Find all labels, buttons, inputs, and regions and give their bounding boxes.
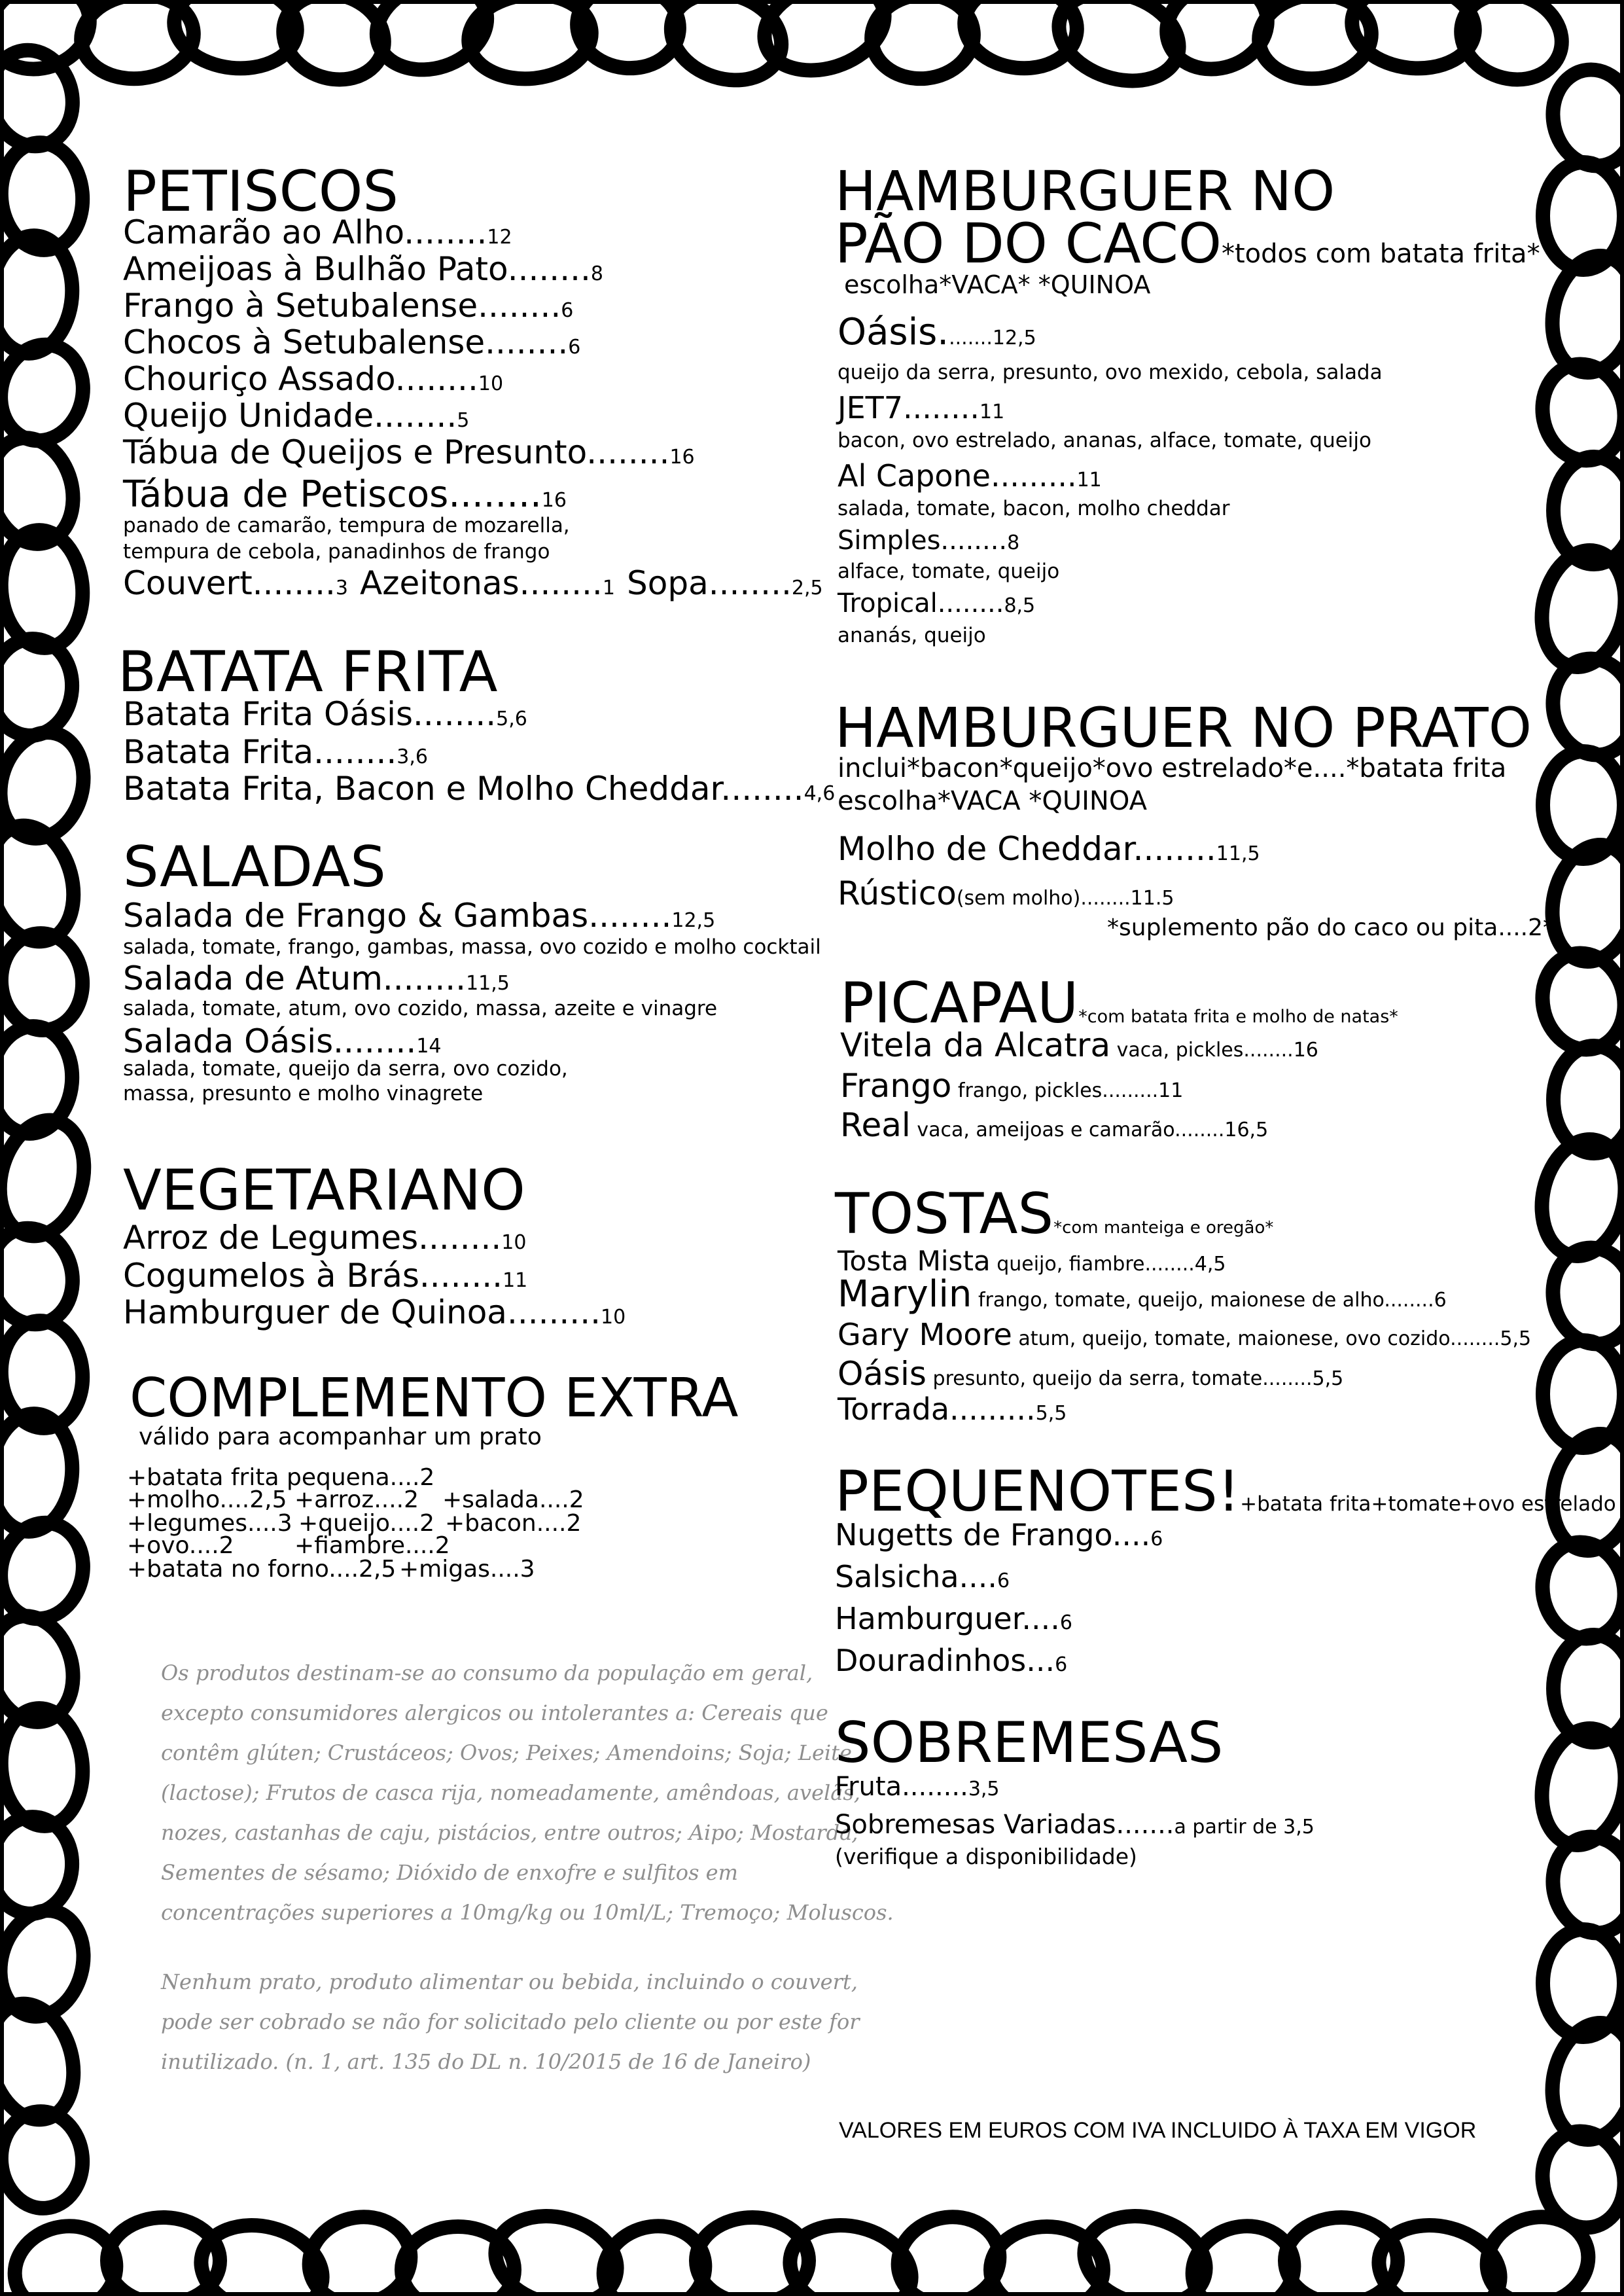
menu-item: Douradinhos...6 [835, 1643, 1068, 1678]
menu-item: JET7........11 [838, 390, 1005, 425]
pequenotes-heading: PEQUENOTES!+batata frita+tomate+ovo estrelado [835, 1459, 1616, 1524]
item-description: salada, tomate, queijo da serra, ovo cozido, [123, 1057, 568, 1081]
menu-item: Molho de Cheddar........11,5 [838, 830, 1260, 868]
tostas-heading: TOSTAS*com manteiga e oregão* [835, 1181, 1274, 1247]
notice-line: Os produtos destinam-se ao consumo da população em geral, [161, 1660, 813, 1685]
menu-item: Salada de Frango & Gambas........12,5 [123, 897, 716, 935]
complemento-title: COMPLEMENTO EXTRA [130, 1367, 739, 1429]
hamb-caco-choice: escolha*VACA* *QUINOA [844, 270, 1151, 299]
menu-item: Batata Frita........3,6 [123, 733, 429, 771]
item-description: alface, tomate, queijo [838, 560, 1060, 583]
item-description: queijo da serra, presunto, ovo mexido, cebola, salada [838, 361, 1383, 384]
menu-item: Cogumelos à Brás........11 [123, 1257, 528, 1295]
menu-item: Tosta Mista queijo, fiambre........4,5 [838, 1245, 1226, 1277]
menu-item: Queijo Unidade........5 [123, 397, 470, 435]
menu-item: Simples........8 [838, 526, 1020, 556]
sopa-item: Sopa........2,5 [627, 564, 823, 602]
extra-option: +salada....2 [442, 1486, 584, 1513]
hamb-caco-title-2: PÃO DO CACO*todos com batata frita* [835, 211, 1540, 276]
menu-item: Nugetts de Frango....6 [835, 1517, 1163, 1552]
extra-option: +arroz....2 [294, 1486, 419, 1513]
notice-line: nozes, castanhas de caju, pistácios, entre outros; Aipo; Mostarda; [161, 1820, 859, 1845]
menu-item: Arroz de Legumes........10 [123, 1219, 527, 1257]
menu-item: Torrada.........5,5 [838, 1391, 1067, 1427]
availability-note: (verifique a disponibilidade) [835, 1844, 1137, 1869]
item-description: salada, tomate, bacon, molho cheddar [838, 497, 1230, 520]
notice-line: Nenhum prato, produto alimentar ou bebida, incluindo o couvert, [161, 1969, 858, 1994]
notice-line: (lactose); Frutos de casca rija, nomeadamente, amêndoas, avelãs, [161, 1780, 860, 1805]
menu-item: Fruta........3,5 [835, 1772, 1000, 1802]
menu-item: Gary Moore atum, queijo, tomate, maionese, ovo cozido........5,5 [838, 1317, 1532, 1352]
petiscos-title: PETISCOS [123, 159, 399, 224]
notice-line: concentrações superiores a 10mg/kg ou 10ml/L; Tremoço; Moluscos. [161, 1900, 894, 1925]
menu-item: Chouriço Assado........10 [123, 360, 504, 398]
extra-option: +queijo....2 [298, 1510, 435, 1537]
couvert-item: Couvert........3 [123, 564, 348, 602]
menu-item: Vitela da Alcatra vaca, pickles........16 [840, 1026, 1318, 1064]
notice-line: excepto consumidores alergicos ou intolerantes a: Cereais que [161, 1700, 828, 1725]
notice-line: inutilizado. (n. 1, art. 135 do DL n. 10/2015 de 16 de Janeiro) [161, 2049, 811, 2074]
extra-option: +legumes....3 [127, 1510, 292, 1537]
hamb-prato-choice: escolha*VACA *QUINOA [838, 786, 1147, 816]
hamb-prato-title: HAMBURGUER NO PRATO [835, 696, 1532, 760]
menu-item: Frango à Setubalense........6 [123, 287, 574, 325]
menu-item: Marylin frango, tomate, queijo, maionese de alho........6 [838, 1273, 1447, 1316]
menu-item: Salada Oásis........14 [123, 1022, 442, 1060]
vegetariano-title: VEGETARIANO [123, 1158, 525, 1223]
menu-item: Batata Frita Oásis........5,6 [123, 695, 527, 733]
item-description: panado de camarão, tempura de mozarella, [123, 514, 570, 537]
menu-item: Oásis presunto, queijo da serra, tomate........5,5 [838, 1355, 1344, 1393]
menu-item: Ameijoas à Bulhão Pato........8 [123, 250, 603, 288]
menu-item: Real vaca, ameijoas e camarão........16,5 [840, 1106, 1269, 1144]
item-description: ananás, queijo [838, 624, 986, 647]
item-description: salada, tomate, atum, ovo cozido, massa, azeite e vinagre [123, 997, 718, 1020]
extra-option: +migas....3 [399, 1556, 535, 1583]
extra-option: +ovo....2 [127, 1532, 234, 1559]
menu-item: Chocos à Setubalense........6 [123, 323, 581, 361]
couvert-notice [161, 1969, 860, 2091]
hamb-prato-includes: inclui*bacon*queijo*ovo estrelado*e....*batata frita [838, 753, 1507, 783]
extra-option: +molho....2,5 [127, 1486, 287, 1513]
allergen-notice [161, 1660, 894, 1942]
sobremesas-title: SOBREMESAS [835, 1710, 1224, 1776]
footer-vat-note: VALORES EM EUROS COM IVA INCLUIDO À TAXA EM VIGOR [839, 2118, 1477, 2143]
extra-option: +fiambre....2 [294, 1532, 450, 1559]
menu-item: Batata Frita, Bacon e Molho Cheddar........4,6 [123, 770, 836, 808]
hamb-caco-title: HAMBURGUER NO [835, 159, 1335, 223]
menu-item: Frango frango, pickles.........11 [840, 1067, 1184, 1105]
notice-line: Sementes de sésamo; Dióxido de enxofre e sulfitos em [161, 1860, 738, 1885]
azeitonas-item: Azeitonas........1 [360, 564, 615, 602]
complemento-subtitle: válido para acompanhar um prato [139, 1424, 542, 1450]
picapau-heading: PICAPAU*com batata frita e molho de natas* [840, 971, 1398, 1036]
notice-line: contêm glúten; Crustáceos; Ovos; Peixes; Amendoins; Soja; Leite [161, 1740, 852, 1765]
menu-item: Hamburguer de Quinoa.........10 [123, 1293, 626, 1331]
batata-frita-title: BATATA FRITA [118, 639, 498, 705]
saladas-title: SALADAS [123, 834, 386, 900]
menu-item: Salada de Atum........11,5 [123, 960, 510, 997]
menu-item: Tropical........8,5 [838, 588, 1036, 619]
extra-option: +bacon....2 [445, 1510, 582, 1537]
menu-item: Salsicha....6 [835, 1559, 1010, 1594]
item-description: tempura de cebola, panadinhos de frango [123, 540, 550, 564]
item-description: salada, tomate, frango, gambas, massa, ovo cozido e molho cocktail [123, 935, 821, 959]
menu-item: Tábua de Petiscos........16 [123, 473, 567, 516]
menu-item: Oásis........12,5 [838, 311, 1036, 353]
menu-item: Camarão ao Alho........12 [123, 213, 512, 251]
extra-option: +batata no forno....2,5 [127, 1556, 397, 1583]
item-description: bacon, ovo estrelado, ananas, alface, tomate, queijo [838, 429, 1371, 452]
supplement-note: *suplemento pão do caco ou pita....2* [1107, 914, 1555, 941]
menu-item: Al Capone.........11 [838, 458, 1102, 493]
menu-item: Rústico(sem molho)........11.5 [838, 874, 1174, 912]
item-description: massa, presunto e molho vinagrete [123, 1082, 484, 1105]
menu-item: Tábua de Queijos e Presunto........16 [123, 433, 695, 471]
menu-item: Sobremesas Variadas.......a partir de 3,5 [835, 1810, 1315, 1840]
notice-line: pode ser cobrado se não for solicitado pelo cliente ou por este for [161, 2009, 860, 2034]
menu-item: Hamburguer....6 [835, 1601, 1072, 1636]
extra-option: +batata frita pequena....2 [127, 1464, 435, 1491]
